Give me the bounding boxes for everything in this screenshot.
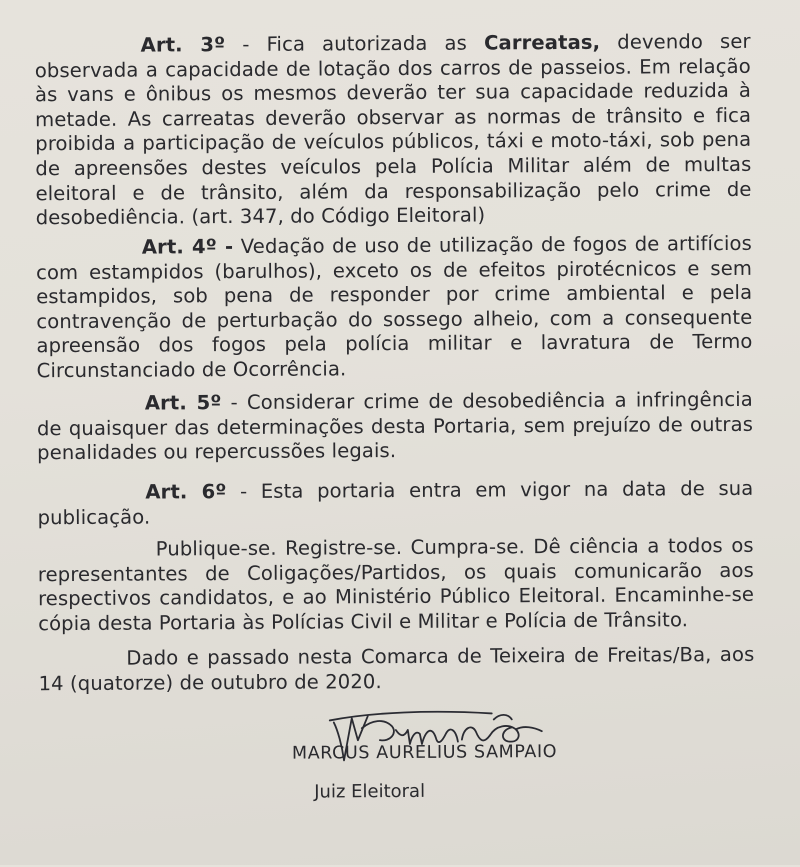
article-4 bbox=[36, 232, 753, 384]
article-3-dash: - Fica autorizada as bbox=[225, 31, 485, 57]
article-3-text: devendo ser observada a capacidade de lotação dos carros de passeios. Em relação às vans e ônibus os mesmos deverão ter sua capacidade reduzida à metade. As carreatas deverão observar as normas de trânsito e fica proibida a participação de veículos públicos, táxi e moto-táxi, sob pena de apreensões destes veículos pela Polícia Militar além de multas eleitoral e de trânsito, além da responsabilização pelo crime de desobediência. (art. 347, do Código Eleitoral) bbox=[34, 29, 752, 230]
article-3 bbox=[35, 30, 752, 231]
article-4-text: Vedação de uso de utilização de fogos de artifícios com estampidos (barulhos), exceto os de efeitos pirotécnicos e sem estampidos, sob pena de responder por crime ambiental e pela contravenção de perturbação do sossego alheio, com a consequente apreensão dos fogos pela polícia militar e lavratura de Termo Circunstanciado de Ocorrência. bbox=[35, 231, 753, 383]
article-6 bbox=[37, 477, 753, 531]
closing-paragraph bbox=[38, 643, 754, 697]
closing-text: Dado e passado nesta Comarca de Teixeira de Freitas/Ba, aos 14 (quatorze) de outubro de 2020. bbox=[38, 642, 755, 695]
article-3-keyword: Carreatas, bbox=[483, 30, 601, 55]
article-5-label: Art. 5º bbox=[144, 391, 222, 415]
article-4-label: Art. 4º - bbox=[141, 235, 234, 259]
article-5-text: - Considerar crime de desobediência a infringência de quaisquer das determinações desta Portaria, sem prejuízo de outras penalidades ou repercussões legais. bbox=[36, 387, 754, 465]
publication-paragraph bbox=[38, 534, 755, 637]
signer-name: MARCUS AURELIUS SAMPAIO bbox=[291, 742, 558, 764]
article-6-text: - Esta portaria entra em vigor na data de sua publicação. bbox=[37, 476, 754, 529]
signer-role: Juiz Eleitoral bbox=[314, 780, 426, 803]
article-3-label: Art. 3º bbox=[140, 33, 226, 57]
article-5 bbox=[37, 388, 753, 466]
article-6-label: Art. 6º bbox=[145, 480, 227, 504]
signature-block bbox=[292, 699, 613, 811]
publication-text: Publique-se. Registre-se. Cumpra-se. Dê ciência a todos os representantes de Coligações/Partidos, os quais comunicarão aos respectivos candidatos, e ao Ministério Público Eleitoral. Encaminhe-se cópia desta Portaria às Polícias Civil e Militar e Polícia de Trânsito. bbox=[37, 533, 755, 635]
